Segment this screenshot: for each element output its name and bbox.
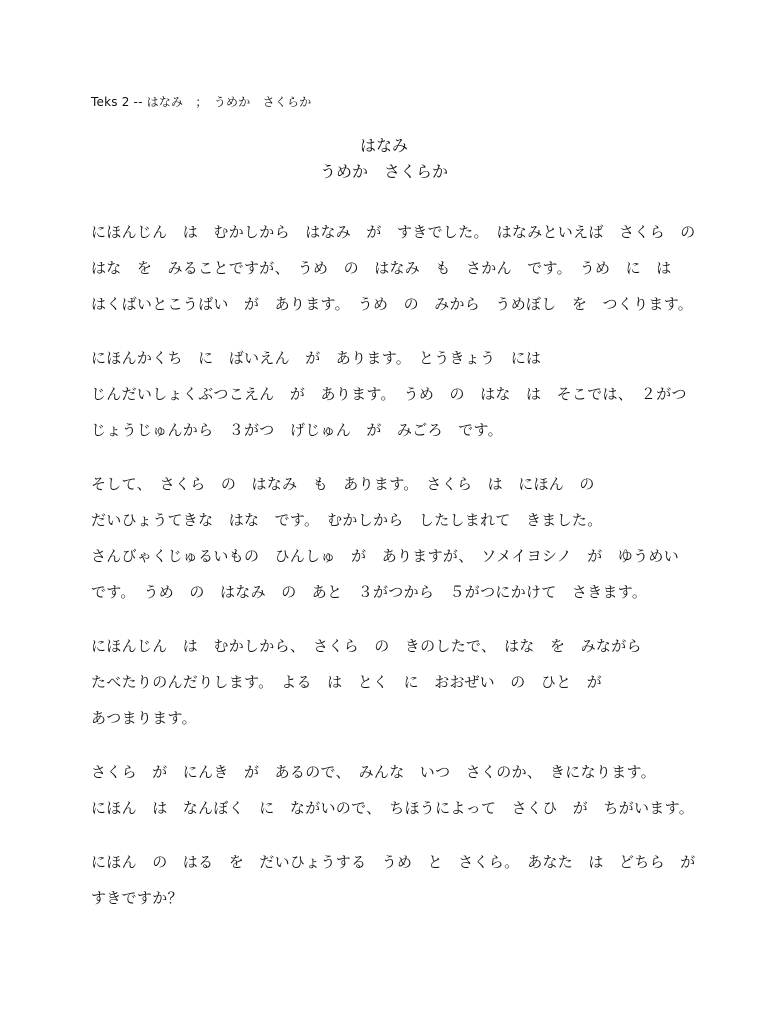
paragraph-1	[91, 214, 731, 322]
paragraph-6	[91, 844, 731, 916]
text-line: すきですか？	[91, 889, 183, 907]
text-line: にほん は なんぼく に ながいので、 ちほうによって さくひ が ちがいます。	[91, 799, 695, 817]
text-line: さんびゃくじゅるいもの ひんしゅ が ありますが、 ソメイヨシノ が ゆうめい	[91, 547, 680, 565]
body-text	[91, 214, 731, 934]
text-line: あつまります。	[91, 709, 197, 727]
text-line: そして、 さくら の はなみ も あります。 さくら は にほん の	[91, 475, 595, 493]
text-line: じょうじゅんから ３がつ げじゅん が みごろ です。	[91, 421, 503, 439]
text-line: さくら が にんき が あるので、 みんな いつ さくのか、 きになります。	[91, 763, 656, 781]
document-header: Teks 2 -- はなみ ； うめか さくらか	[91, 95, 312, 109]
paragraph-3	[91, 466, 731, 610]
title-line-2: うめか さくらか	[319, 162, 448, 181]
text-line: だいひょうてきな はな です。 むかしから したしまれて きました。	[91, 511, 603, 529]
text-line: じんだいしょくぶつこえん が あります。 うめ の はな は そこでは、 ２がつ	[91, 385, 687, 403]
title-line-1: はなみ	[359, 136, 408, 155]
title-block	[0, 133, 768, 185]
paragraph-5	[91, 754, 731, 826]
paragraph-4	[91, 628, 731, 736]
text-line: にほんじん は むかしから、 さくら の きのしたで、 はな を みながら	[91, 637, 642, 655]
paragraph-2	[91, 340, 731, 448]
text-line: にほんじん は むかしから はなみ が すきでした。 はなみといえば さくら の	[91, 223, 696, 241]
text-line: にほんかくち に ばいえん が あります。 とうきょう には	[91, 349, 542, 367]
text-line: です。 うめ の はなみ の あと ３がつから ５がつにかけて さきます。	[91, 583, 648, 601]
text-line: たべたりのんだりします。 よる は とく に おおぜい の ひと が	[91, 673, 603, 691]
text-line: はな を みることですが、 うめ の はなみ も さかん です。 うめ に は	[91, 259, 672, 277]
text-line: にほん の はる を だいひょうする うめ と さくら。 あなた は どちら が	[91, 853, 696, 871]
text-line: はくばいとこうばい が あります。 うめ の みから うめぼし を つくります。	[91, 295, 694, 313]
